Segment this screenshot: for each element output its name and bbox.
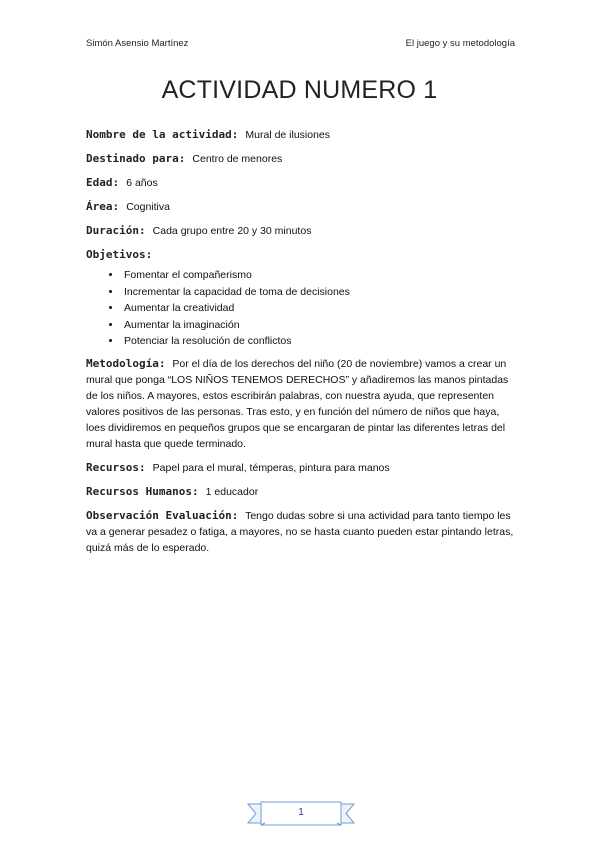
page-title: ACTIVIDAD NUMERO 1 xyxy=(161,76,438,104)
field-destinado-label: Destinado para: xyxy=(86,152,186,165)
field-metodologia xyxy=(86,356,518,452)
field-edad xyxy=(86,175,518,191)
objectives-list xyxy=(86,267,518,350)
field-destinado xyxy=(86,151,518,167)
field-destinado-value: Centro de menores xyxy=(192,153,283,165)
field-nombre-label: Nombre de la actividad: xyxy=(86,128,239,141)
field-objetivos-label: Objetivos: xyxy=(86,248,153,261)
field-recursos-value: Papel para el mural, témperas, pintura para manos xyxy=(152,461,390,474)
field-duracion-label: Duración: xyxy=(86,224,146,237)
field-recursos xyxy=(86,460,518,476)
field-observacion-value: Tengo dudas sobre si una actividad para tanto tiempo les va a generar pesadez o fatiga, a mayores, no se hasta cuanto pueden estar pintando letras, quizá más de lo esperado. xyxy=(86,509,514,554)
list-item: • Incrementar la capacidad de toma de decisiones xyxy=(122,284,518,301)
field-area-label: Área: xyxy=(86,200,120,213)
page-number-ribbon xyxy=(247,801,355,827)
activity-content xyxy=(86,127,518,564)
field-observacion-label: Observación Evaluación: xyxy=(86,508,239,522)
field-recursos-humanos-label: Recursos Humanos: xyxy=(86,484,199,498)
field-recursos-label: Recursos: xyxy=(86,460,146,474)
list-item: • Aumentar la creatividad xyxy=(122,300,518,317)
field-edad-label: Edad: xyxy=(86,176,120,189)
field-edad-value: 6 años xyxy=(126,177,158,189)
field-duracion xyxy=(86,223,518,239)
list-item: • Aumentar la imaginación xyxy=(122,317,518,334)
field-recursos-humanos-value: 1 educador xyxy=(205,485,259,498)
field-nombre-value: Mural de ilusiones xyxy=(245,129,331,141)
field-observacion xyxy=(86,508,518,556)
field-area xyxy=(86,199,518,215)
list-item: • Potenciar la resolución de conflictos xyxy=(122,333,518,350)
field-recursos-humanos xyxy=(86,484,518,500)
header-course-title: El juego y su metodología xyxy=(405,38,515,49)
field-duracion-value: Cada grupo entre 20 y 30 minutos xyxy=(152,225,312,237)
field-area-value: Cognitiva xyxy=(126,201,170,213)
field-objetivos xyxy=(86,247,518,263)
header-author: Simón Asensio Martínez xyxy=(86,38,189,49)
field-metodologia-label: Metodología: xyxy=(86,356,166,370)
list-item: • Fomentar el compañerismo xyxy=(122,267,518,284)
page-number: 1 xyxy=(298,807,304,818)
field-metodologia-value: Por el día de los derechos del niño (20 de noviembre) vamos a crear un mural que ponga “LOS NIÑOS TENEMOS DERECHOS” y añadiremos las manos pintadas de los niños. A mayores, estos escribirán palabras, con nuestra ayuda, que representen valores positivos de las personas. Tras esto, y en función del número de niños que haya, loes dividiremos en pequeños grupos que se encargaran de pintar las diferentes letras del mural hasta que quede terminado. xyxy=(86,357,509,450)
field-nombre xyxy=(86,127,518,143)
